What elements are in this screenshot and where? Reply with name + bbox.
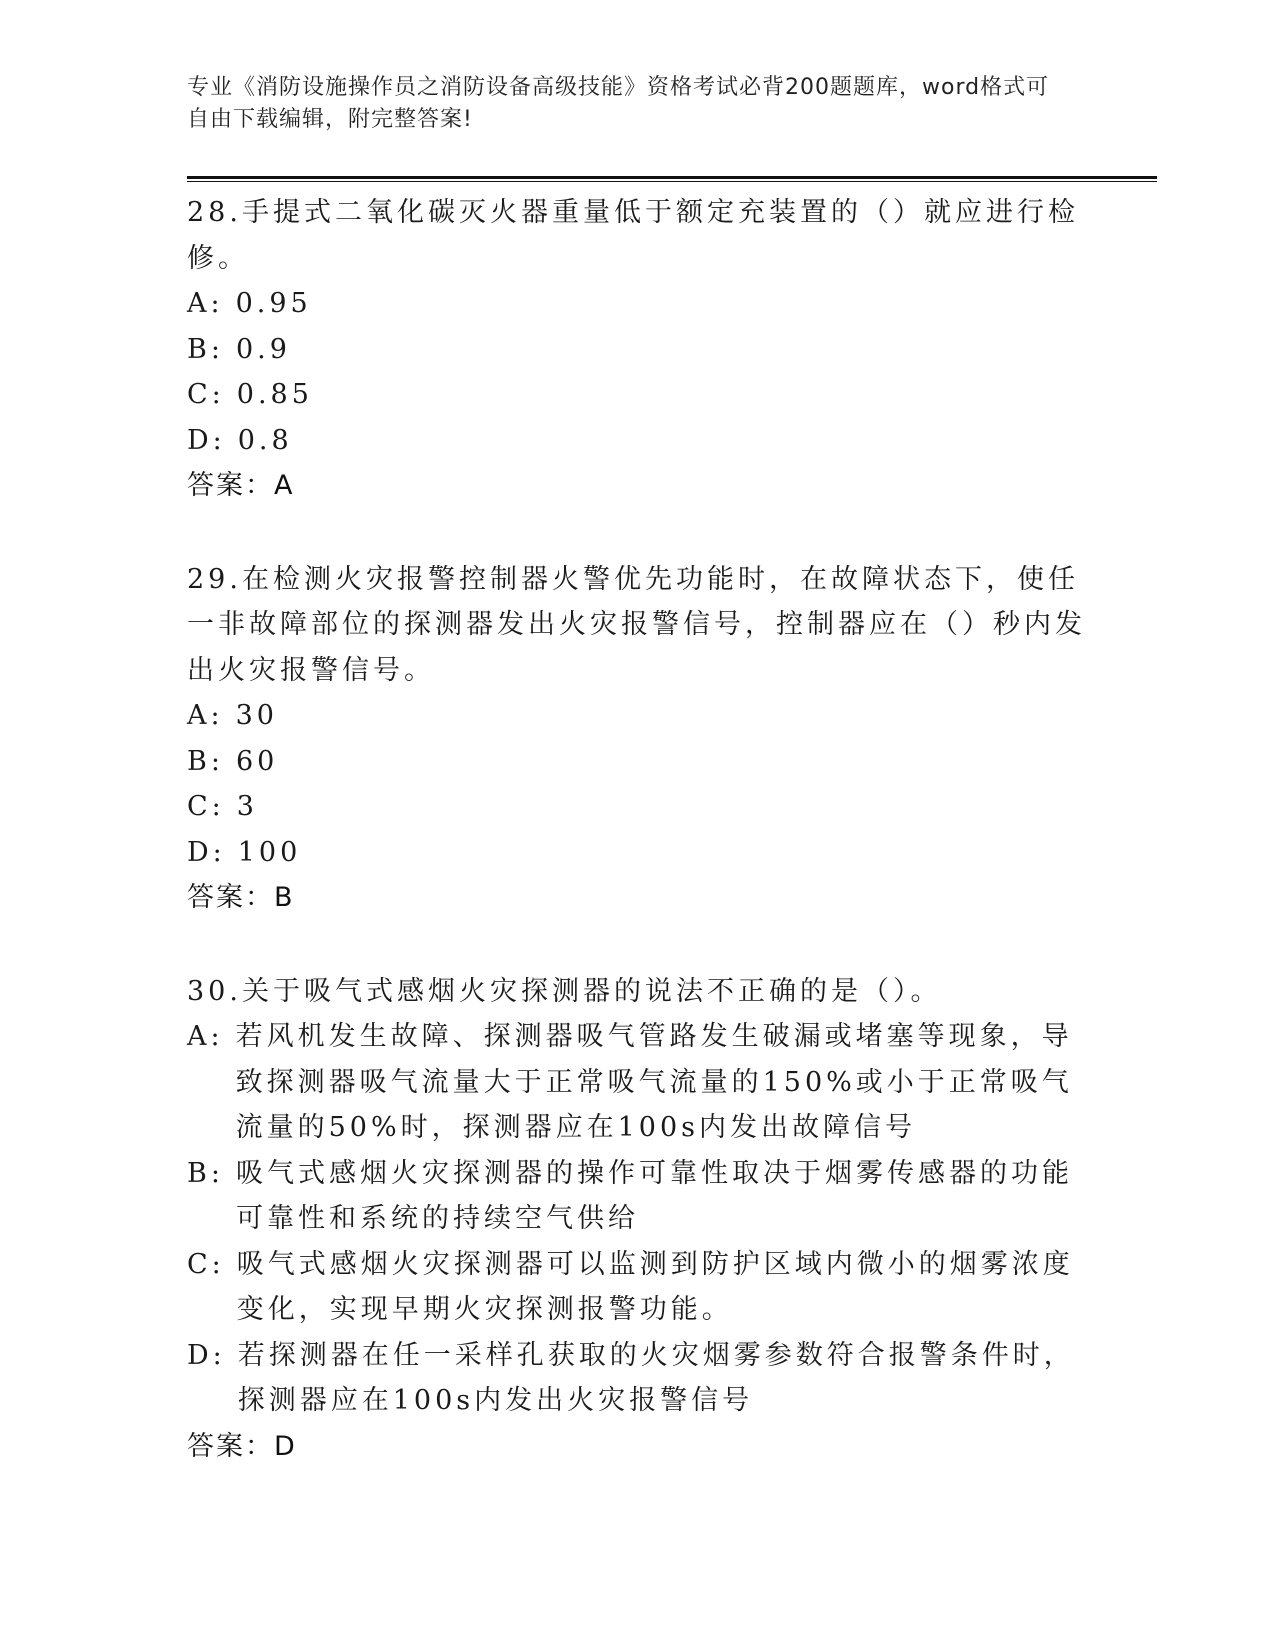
option-d	[187, 418, 1087, 464]
answer-label: 答案：D	[187, 1430, 297, 1462]
option-text: 若风机发生故障、探测器吸气管路发生破漏或堵塞等现象，导致探测器吸气流量大于正常吸气流量的150%或小于正常吸气流量的50%时，探测器应在100s内发出故障信号	[235, 1021, 1073, 1143]
header-divider-thick	[187, 176, 1157, 179]
option-letter: B:	[187, 745, 224, 777]
answer-label: 答案：A	[187, 470, 295, 501]
option-text: 若探测器在任一采样孔获取的火灾烟雾参数符合报警条件时，探测器应在100s内发出火灾报警信号	[237, 1339, 1075, 1416]
option-b	[187, 327, 1087, 373]
option-letter: A:	[187, 700, 224, 731]
option-d	[187, 830, 1087, 876]
option-text: 0.85	[236, 379, 313, 410]
option-a	[187, 281, 1087, 327]
option-text: 吸气式感烟火灾探测器可以监测到防护区域内微小的烟雾浓度变化，实现早期火灾探测报警功能。	[236, 1248, 1074, 1325]
option-letter: D:	[187, 836, 226, 868]
option-letter: A:	[187, 288, 224, 319]
option-a	[187, 1014, 1087, 1151]
option-letter: B:	[187, 333, 224, 365]
option-text: 0.8	[237, 424, 293, 456]
option-letter: C:	[187, 791, 225, 822]
question-stem: 28.手提式二氧化碳灭火器重量低于额定充装置的（）就应进行检修。	[187, 197, 1079, 274]
question-30	[187, 969, 1087, 1470]
document-header: 专业《消防设施操作员之消防设备高级技能》资格考试必背200题题库，word格式可自由下载编辑，附完整答案!	[187, 75, 1050, 132]
question-stem: 30.关于吸气式感烟火灾探测器的说法不正确的是（）。	[187, 975, 942, 1007]
question-list	[187, 190, 1087, 1517]
option-c	[187, 372, 1087, 418]
option-letter: B:	[187, 1157, 224, 1189]
option-letter: D:	[187, 1339, 226, 1371]
option-d	[187, 1333, 1087, 1424]
answer-label: 答案：B	[187, 882, 295, 913]
option-text: 0.9	[235, 333, 291, 365]
question-stem: 29.在检测火灾报警控制器火警优先功能时，在故障状态下，使任一非故障部位的探测器发出火灾报警信号，控制器应在（）秒内发出火灾报警信号。	[187, 563, 1086, 686]
option-text: 60	[235, 745, 279, 777]
question-28	[187, 190, 1087, 509]
option-text: 30	[235, 700, 278, 731]
option-letter: C:	[187, 1248, 225, 1280]
option-a	[187, 693, 1087, 739]
option-letter: D:	[187, 424, 226, 456]
option-text: 0.95	[235, 288, 312, 319]
option-text: 100	[237, 836, 302, 868]
option-c	[187, 784, 1087, 830]
option-b	[187, 739, 1087, 785]
option-text: 吸气式感烟火灾探测器的操作可靠性取决于烟雾传感器的功能可靠性和系统的持续空气供给	[235, 1157, 1073, 1234]
header-divider-thin	[187, 181, 1157, 182]
option-text: 3	[236, 791, 258, 822]
question-29	[187, 557, 1087, 921]
option-letter: A:	[187, 1021, 224, 1052]
option-c	[187, 1242, 1087, 1333]
option-letter: C:	[187, 379, 225, 410]
option-b	[187, 1151, 1087, 1242]
